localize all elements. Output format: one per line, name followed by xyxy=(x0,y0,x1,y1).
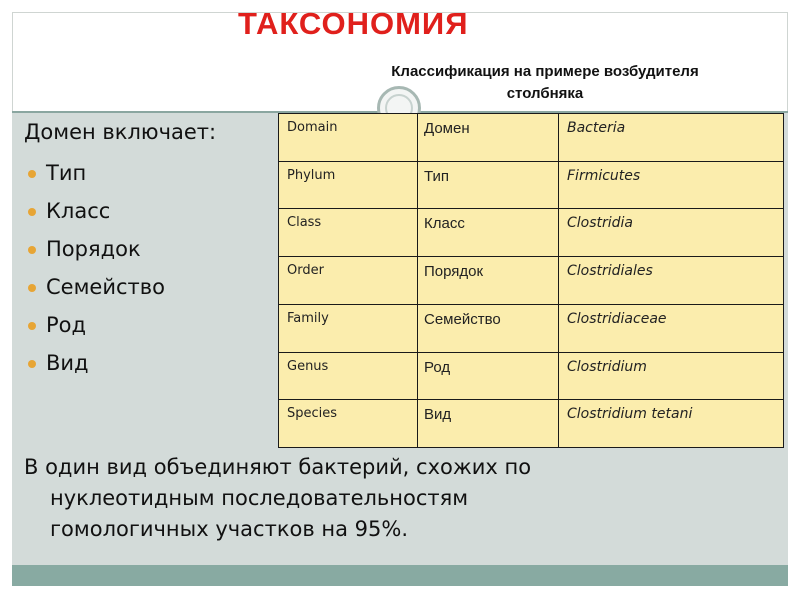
list-item xyxy=(24,268,165,306)
bullet-icon xyxy=(28,208,36,216)
taxon-latin: Clostridia xyxy=(559,209,784,257)
definition-line-2: нуклеотидным последовательностям xyxy=(50,486,469,510)
taxon-latin: Clostridiaceae xyxy=(559,304,784,352)
table-row xyxy=(279,114,784,162)
rank-russian: Класс xyxy=(418,209,559,257)
rank-russian: Вид xyxy=(418,400,559,448)
rank-english: Domain xyxy=(279,114,418,162)
list-item-label: Тип xyxy=(46,161,87,185)
taxon-latin: Firmicutes xyxy=(559,161,784,209)
list-item-label: Порядок xyxy=(46,237,141,261)
list-item xyxy=(24,154,165,192)
rank-english: Family xyxy=(279,304,418,352)
list-item-label: Род xyxy=(46,313,87,337)
rank-russian: Домен xyxy=(418,114,559,162)
bullet-icon xyxy=(28,360,36,368)
list-item xyxy=(24,306,165,344)
taxon-latin: Clostridium tetani xyxy=(559,400,784,448)
rank-list xyxy=(24,154,165,382)
slide-title: ТАКСОНОМИЯ xyxy=(238,6,469,41)
bullet-icon xyxy=(28,284,36,292)
list-item-label: Семейство xyxy=(46,275,165,299)
table-row xyxy=(279,257,784,305)
table-row xyxy=(279,161,784,209)
list-item xyxy=(24,344,165,382)
rank-english: Species xyxy=(279,400,418,448)
bullet-icon xyxy=(28,322,36,330)
definition-line-1: В один вид объединяют бактерий, схожих по xyxy=(24,455,532,479)
rank-russian: Тип xyxy=(418,161,559,209)
bullet-icon xyxy=(28,246,36,254)
list-item-label: Класс xyxy=(46,199,111,223)
list-heading: Домен включает: xyxy=(24,120,217,144)
rank-english: Genus xyxy=(279,352,418,400)
rank-russian: Порядок xyxy=(418,257,559,305)
bullet-icon xyxy=(28,170,36,178)
subtitle-line-1: Классификация на примере возбудителя xyxy=(391,63,699,80)
taxon-latin: Bacteria xyxy=(559,114,784,162)
rank-russian: Семейство xyxy=(418,304,559,352)
list-item-label: Вид xyxy=(46,351,89,375)
taxonomy-table xyxy=(278,113,784,448)
definition-line-3: гомологичных участков на 95%. xyxy=(50,517,409,541)
rank-english: Class xyxy=(279,209,418,257)
rank-english: Phylum xyxy=(279,161,418,209)
table-row xyxy=(279,304,784,352)
rank-russian: Род xyxy=(418,352,559,400)
table-row xyxy=(279,400,784,448)
list-item xyxy=(24,192,165,230)
rank-english: Order xyxy=(279,257,418,305)
list-item xyxy=(24,230,165,268)
table-row xyxy=(279,209,784,257)
subtitle-line-2: столбняка xyxy=(506,85,584,102)
footer-band xyxy=(12,565,788,586)
taxon-latin: Clostridiales xyxy=(559,257,784,305)
taxon-latin: Clostridium xyxy=(559,352,784,400)
table-row xyxy=(279,352,784,400)
species-definition xyxy=(24,452,584,545)
